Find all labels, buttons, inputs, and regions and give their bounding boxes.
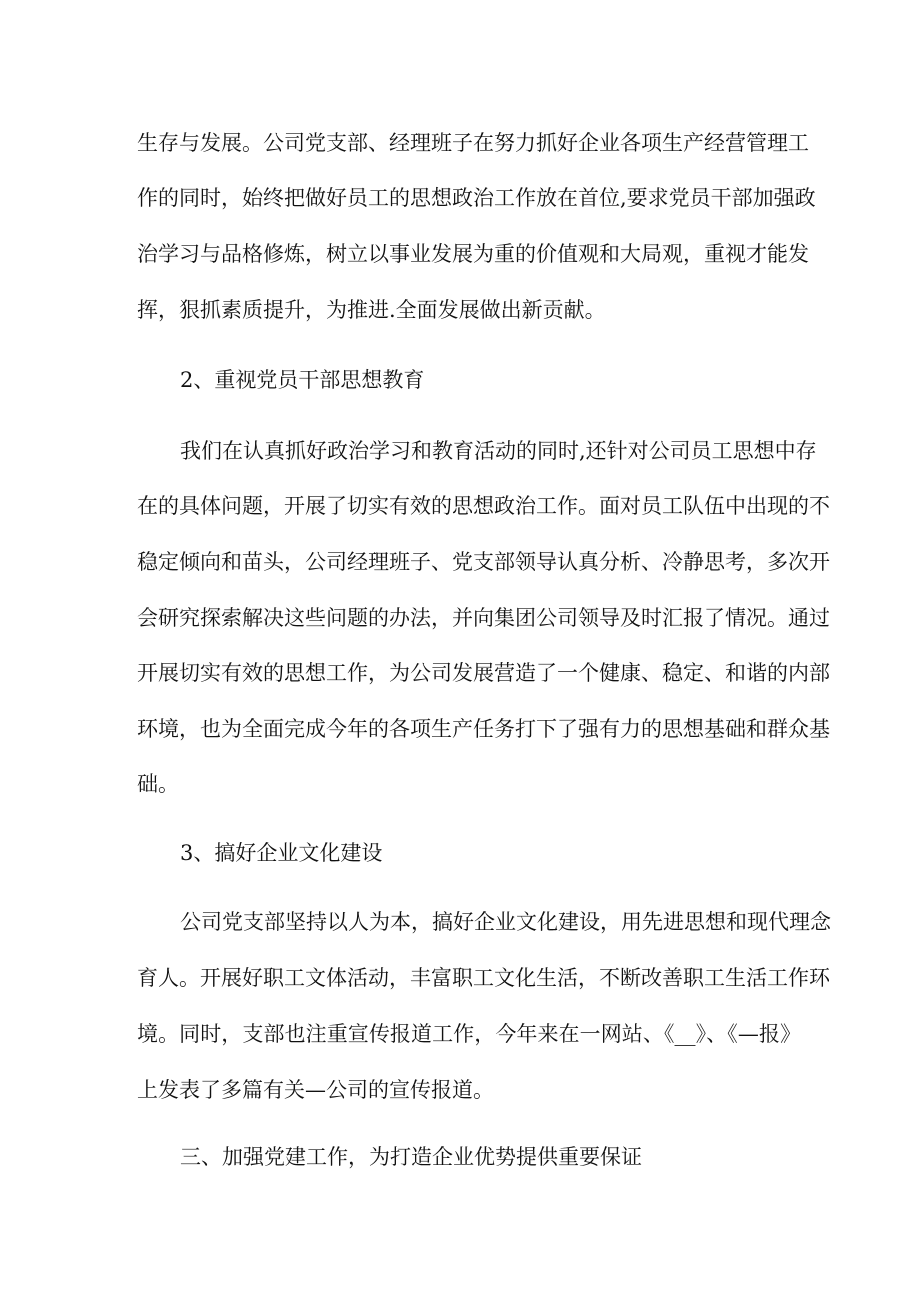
paragraph-3-line-4: 上发表了多篇有关—公司的宣传报道。 <box>137 1078 494 1102</box>
paragraph-3-line-3: 境。同时，支部也注重宣传报道工作，今年来在一网站、《__》、《—报》 <box>137 1022 801 1046</box>
paragraph-2-line-4: 会研究探索解决这些问题的办法，并向集团公司领导及时汇报了情况。通过 <box>137 606 830 630</box>
paragraph-3-line-2: 育人。开展好职工文体活动，丰富职工文化生活，不断改善职工生活工作环 <box>137 966 830 990</box>
paragraph-3-line-1: 公司党支部坚持以人为本，搞好企业文化建设，用先进思想和现代理念 <box>180 910 831 934</box>
paragraph-2-line-3: 稳定倾向和苗头，公司经理班子、党支部领导认真分析、冷静思考，多次开 <box>137 550 830 574</box>
paragraph-1-line-4: 挥，狠抓素质提升，为推进.全面发展做出新贡献。 <box>137 298 606 322</box>
section-heading-3: 三、加强党建工作，为打造企业优势提供重要保证 <box>180 1145 642 1169</box>
paragraph-1-line-1: 生存与发展。公司党支部、经理班子在努力抓好企业各项生产经营管理工 <box>137 131 809 155</box>
paragraph-2-line-6: 环境，也为全面完成今年的各项生产任务打下了强有力的思想基础和群众基 <box>137 717 830 741</box>
paragraph-1-line-2: 作的同时，始终把做好员工的思想政治工作放在首位,要求党员干部加强政 <box>137 186 816 210</box>
paragraph-2-line-2: 在的具体问题，开展了切实有效的思想政治工作。面对员工队伍中出现的不 <box>137 494 830 518</box>
paragraph-2-line-5: 开展切实有效的思想工作，为公司发展营造了一个健康、稳定、和谐的内部 <box>137 661 830 685</box>
subheading-2: 2、重视党员干部思想教育 <box>180 368 425 392</box>
paragraph-2-line-7: 础。 <box>137 772 179 796</box>
paragraph-1-line-3: 治学习与品格修炼，树立以事业发展为重的价值观和大局观，重视才能发 <box>137 242 809 266</box>
paragraph-2-line-1: 我们在认真抓好政治学习和教育活动的同时,还针对公司员工思想中存 <box>180 439 817 463</box>
subheading-3: 3、搞好企业文化建设 <box>180 841 383 865</box>
